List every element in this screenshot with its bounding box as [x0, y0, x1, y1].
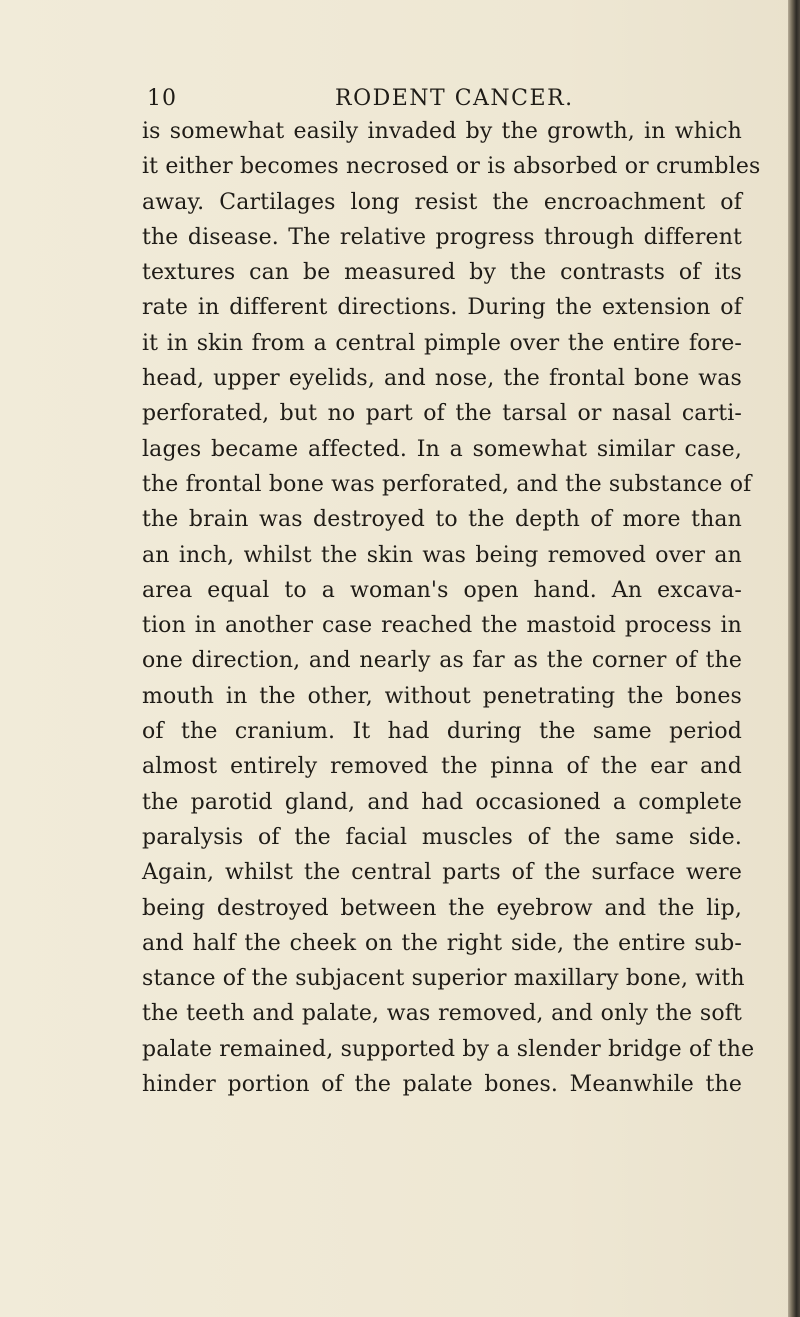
body-text: [142, 114, 761, 1102]
text-line: Again, whilst the central parts of the surface were: [142, 860, 742, 886]
text-line: an inch, whilst the skin was being removed over an: [142, 542, 742, 568]
text-line: the brain was destroyed to the depth of more than: [142, 507, 742, 533]
text-line: rate in different directions. During the extension of: [142, 295, 742, 321]
text-line: tion in another case reached the mastoid process in: [142, 613, 742, 639]
text-line: one direction, and nearly as far as the corner of the: [142, 648, 742, 674]
text-line: the frontal bone was perforated, and the substance of: [142, 471, 752, 497]
text-line: textures can be measured by the contrasts of its: [142, 260, 742, 286]
text-line: perforated, but no part of the tarsal or nasal carti-: [142, 401, 742, 427]
text-line: paralysis of the facial muscles of the same side.: [142, 824, 742, 850]
text-line: away. Cartilages long resist the encroachment of: [142, 189, 742, 215]
text-line: the teeth and palate, was removed, and only the soft: [142, 1001, 742, 1027]
text-line: almost entirely removed the pinna of the ear and: [142, 754, 742, 780]
text-line: lages became affected. In a somewhat similar case,: [142, 436, 742, 462]
text-line: it either becomes necrosed or is absorbed or crumbles: [142, 154, 761, 180]
text-line: hinder portion of the palate bones. Meanwhile the: [142, 1072, 742, 1098]
text-line: mouth in the other, without penetrating the bones: [142, 683, 742, 709]
text-line: stance of the subjacent superior maxillary bone, with: [142, 966, 745, 992]
text-line: area equal to a woman's open hand. An excava-: [142, 577, 742, 603]
text-line: palate remained, supported by a slender bridge of the: [142, 1036, 755, 1062]
text-line: and half the cheek on the right side, the entire sub-: [142, 930, 742, 956]
text-line: it in skin from a central pimple over the entire fore-: [142, 330, 742, 356]
text-line: the parotid gland, and had occasioned a complete: [142, 789, 742, 815]
page-edge-shadow: [788, 0, 800, 1317]
text-line: is somewhat easily invaded by the growth, in which: [142, 119, 742, 144]
text-line: of the cranium. It had during the same period: [142, 719, 742, 745]
page-header: [130, 84, 730, 114]
text-line: being destroyed between the eyebrow and the lip,: [142, 895, 742, 921]
running-head: RODENT CANCER.: [335, 86, 574, 111]
page-number: 10: [147, 86, 177, 111]
text-line: head, upper eyelids, and nose, the frontal bone was: [142, 366, 742, 392]
text-line: the disease. The relative progress through different: [142, 224, 742, 250]
